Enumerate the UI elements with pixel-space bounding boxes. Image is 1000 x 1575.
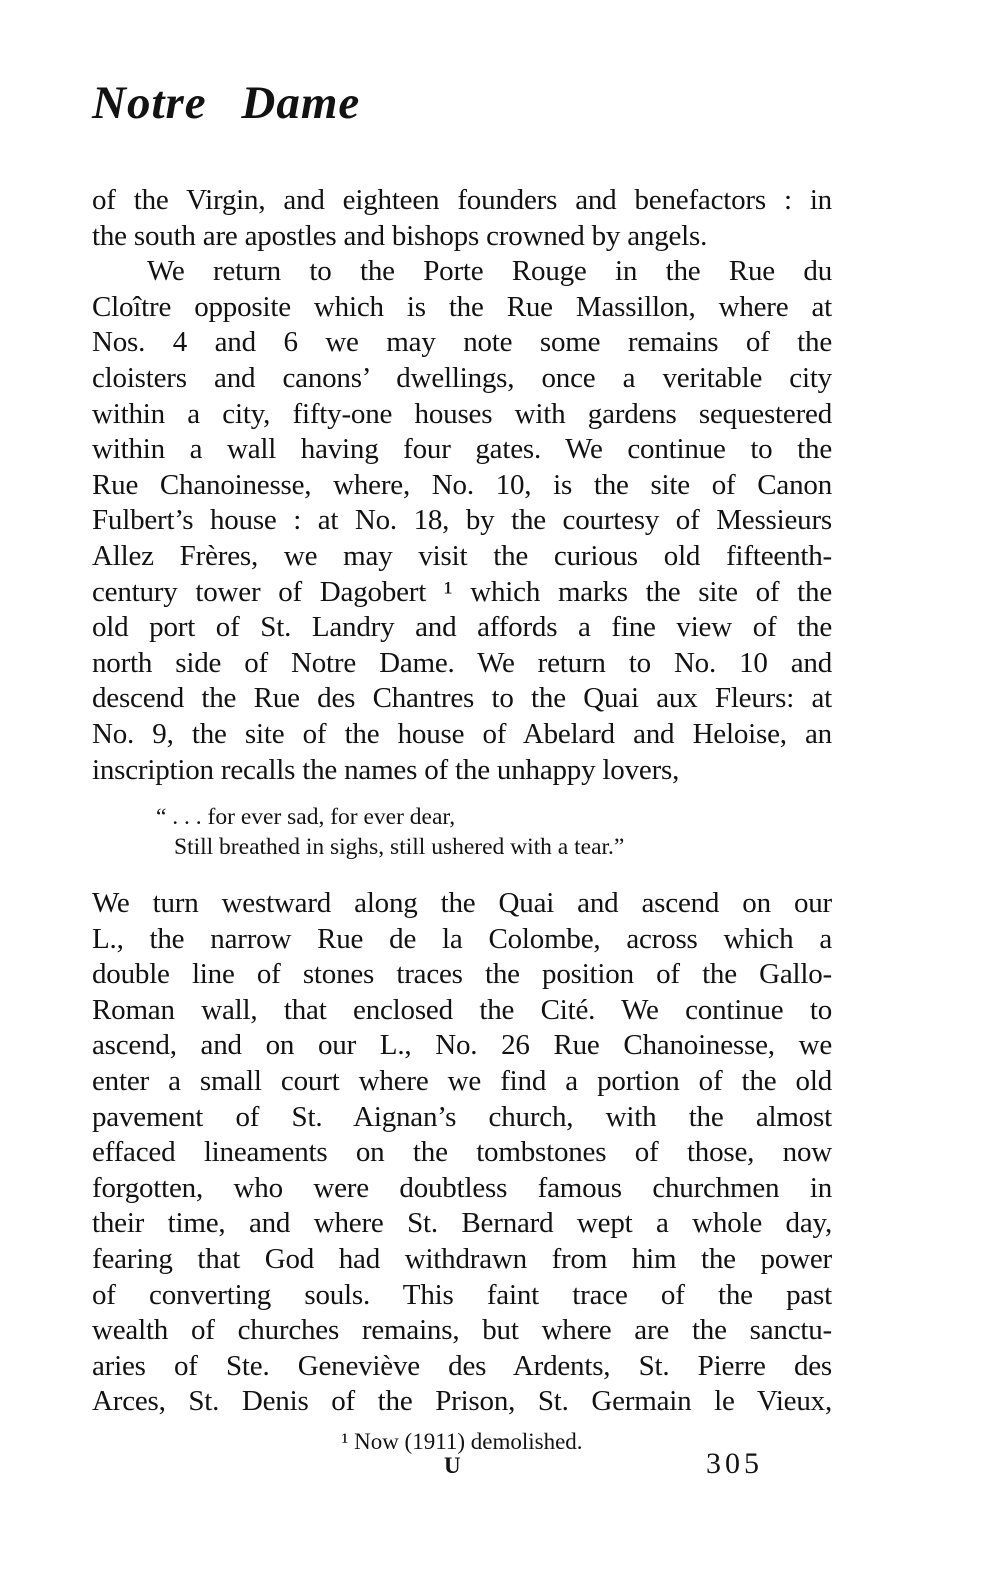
paragraph-3 bbox=[92, 886, 832, 1420]
text-line: double line of stones traces the position of the Gallo- bbox=[92, 958, 832, 991]
text-line: Cloître opposite which is the Rue Massillon, where at bbox=[92, 290, 832, 323]
text-line: Rue Chanoinesse, where, No. 10, is the site of Canon bbox=[92, 468, 832, 501]
paragraph-2 bbox=[92, 254, 832, 788]
text-line: Still breathed in sighs, still ushered with a tear.” bbox=[174, 834, 625, 861]
text-line: Fulbert’s house : at No. 18, by the courtesy of Messieurs bbox=[92, 504, 832, 537]
text-line: Nos. 4 and 6 we may note some remains of the bbox=[92, 326, 832, 359]
text-line: within a city, fifty-one houses with gardens sequestered bbox=[92, 397, 832, 430]
page-title: Notre Dame bbox=[92, 77, 361, 129]
text-line: within a wall having four gates. We continue to the bbox=[92, 433, 832, 466]
text-line: cloisters and canons’ dwellings, once a veritable city bbox=[92, 361, 832, 394]
text-line: We turn westward along the Quai and ascend on our bbox=[92, 887, 832, 920]
text-line: Roman wall, that enclosed the Cité. We continue to bbox=[92, 993, 832, 1026]
text-line: inscription recalls the names of the unhappy lovers, bbox=[92, 753, 680, 786]
text-line: the south are apostles and bishops crowned by angels. bbox=[92, 219, 708, 252]
text-column bbox=[92, 183, 832, 1460]
text-line: enter a small court where we find a portion of the old bbox=[92, 1065, 832, 1098]
text-line: descend the Rue des Chantres to the Quai aux Fleurs: at bbox=[92, 682, 832, 715]
page-number: 305 bbox=[706, 1447, 763, 1480]
text-line: pavement of St. Aignan’s church, with the almost bbox=[92, 1100, 832, 1133]
text-line: old port of St. Landry and affords a fine view of the bbox=[92, 611, 832, 644]
text-line: ascend, and on our L., No. 26 Rue Chanoinesse, we bbox=[92, 1029, 832, 1062]
text-line: north side of Notre Dame. We return to No. 10 and bbox=[92, 646, 832, 679]
text-line: “ . . . for ever sad, for ever dear, bbox=[156, 804, 456, 831]
verse-quote bbox=[92, 802, 832, 862]
text-line: effaced lineaments on the tombstones of those, now bbox=[92, 1136, 832, 1169]
text-line: of converting souls. This faint trace of the past bbox=[92, 1278, 832, 1311]
text-line: Arces, St. Denis of the Prison, St. Germain le Vieux, bbox=[92, 1385, 832, 1418]
text-line: We return to the Porte Rouge in the Rue du bbox=[147, 255, 832, 288]
text-line: aries of Ste. Geneviève des Ardents, St. Pierre des bbox=[92, 1349, 832, 1382]
text-line: century tower of Dagobert ¹ which marks the site of the bbox=[92, 575, 832, 608]
text-line: L., the narrow Rue de la Colombe, across which a bbox=[92, 922, 832, 955]
text-line: fearing that God had withdrawn from him the power bbox=[92, 1243, 832, 1276]
text-line: No. 9, the site of the house of Abelard and Heloise, an bbox=[92, 717, 832, 750]
printer-signature-mark: U bbox=[444, 1453, 462, 1478]
text-line: forgotten, who were doubtless famous churchmen in bbox=[92, 1171, 832, 1204]
text-line: of the Virgin, and eighteen founders and benefactors : in bbox=[92, 184, 832, 216]
footnote: ¹ Now (1911) demolished. bbox=[341, 1429, 583, 1454]
text-line: Allez Frères, we may visit the curious old fifteenth- bbox=[92, 539, 832, 572]
paragraph-1 bbox=[92, 183, 832, 254]
text-line: wealth of churches remains, but where are the sanctu- bbox=[92, 1314, 832, 1347]
text-line: their time, and where St. Bernard wept a whole day, bbox=[92, 1207, 832, 1240]
